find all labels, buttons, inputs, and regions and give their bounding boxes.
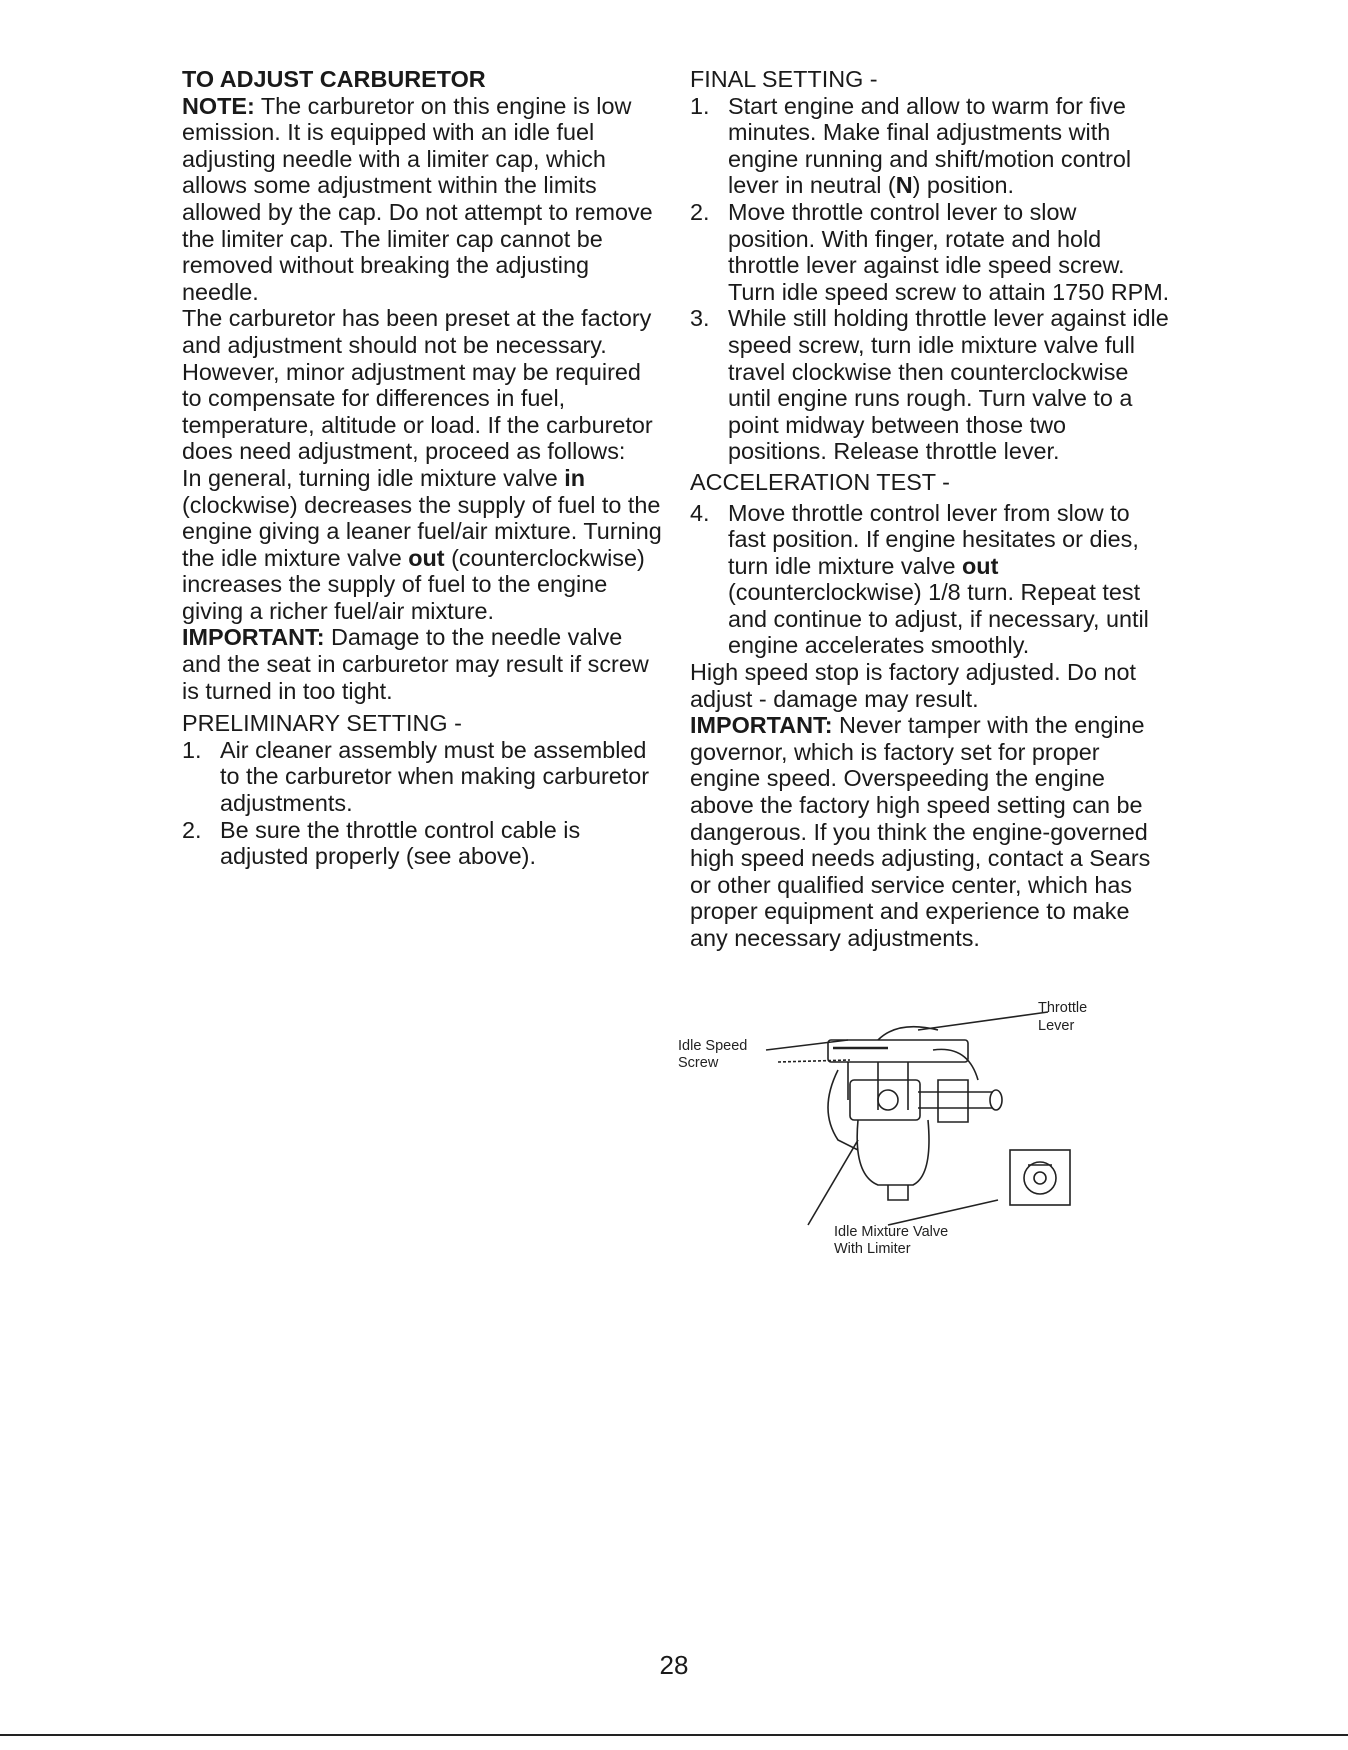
acceleration-heading: ACCELERATION TEST - (690, 468, 950, 495)
mixture-paragraph (182, 465, 662, 625)
idle-speed-label-line1: Idle Speed (678, 1038, 748, 1054)
step-4-text-b: (counterclockwise) 1/8 turn. Repeat test and continue to adjust, if necessary, until engine accelerates smoothly. (728, 579, 1149, 659)
mixture-text-b: (clockwise) decreases the supply of fuel to the engine giving a leaner fuel/air mixture. Turning the idle mixture valve (182, 491, 662, 571)
step-number: 2. (690, 198, 710, 225)
step-2-text: Move throttle control lever to slow position. With finger, rotate and hold throttle lever against idle speed screw. Turn idle speed screw to attain 1750 RPM. (728, 198, 1170, 305)
important-text-left: Damage to the needle valve and the seat in carburetor may result if screw is turned in too tight. (182, 624, 649, 704)
final-step-3 (690, 305, 1170, 465)
important-label-left: IMPORTANT: (182, 624, 325, 651)
high-speed-paragraph: High speed stop is factory adjusted. Do not adjust - damage may result. (690, 659, 1136, 712)
final-setting-heading: FINAL SETTING - (690, 66, 878, 92)
mixture-out: out (408, 544, 445, 571)
step-1-text-a: Start engine and allow to warm for five minutes. Make final adjustments with engine running and shift/motion control lever in neutral ( (728, 92, 1132, 199)
note-text: The carburetor on this engine is low emission. It is equipped with an idle fuel adjusting needle with a limiter cap, which allows some adjustment within the limits allowed by the cap. Do not attempt to remove the limiter cap. The limiter cap cannot be removed without breaking the adjusting needle. (182, 92, 653, 305)
mixture-text-a: In general, turning idle mixture valve (182, 464, 565, 491)
step-number: 1. (690, 92, 710, 119)
important-label-right: IMPORTANT: (690, 712, 833, 739)
important-paragraph-left (182, 624, 662, 704)
step-4-text-a: Move throttle control lever from slow to fast position. If engine hesitates or dies, turn idle mixture valve (728, 499, 1139, 579)
throttle-label-line1: Throttle (1038, 1000, 1088, 1016)
step-4-out: out (962, 552, 999, 579)
neutral-symbol: N (895, 172, 913, 199)
bottom-rule (0, 1734, 1348, 1736)
preliminary-step-1 (182, 737, 662, 817)
final-step-1 (690, 93, 1170, 199)
preset-paragraph: The carburetor has been preset at the factory and adjustment should not be necessary. However, minor adjustment may be required to compensate for differences in fuel, temperature, altitude or load. If the carburetor does need adjustment, proceed as follows: (182, 305, 653, 465)
page-number: 28 (659, 1650, 689, 1680)
carburetor-illustration (738, 1000, 1098, 1260)
mixture-in: in (564, 464, 586, 491)
note-label: NOTE: (182, 92, 255, 119)
step-number: 4. (690, 499, 710, 526)
step-number: 2. (182, 816, 202, 843)
mixture-label-line2: With Limiter (834, 1241, 911, 1257)
throttle-label-line2: Lever (1038, 1018, 1075, 1034)
mixture-text-c: (counterclockwise) increases the supply of fuel to the engine giving a richer fuel/air mixture. (182, 544, 645, 624)
final-step-2 (690, 199, 1170, 305)
right-column (690, 66, 1170, 952)
preliminary-step-text: Be sure the throttle control cable is adjusted properly (see above). (220, 816, 581, 870)
important-text-right: Never tamper with the engine governor, which is factory set for proper engine speed. Overspeeding the engine above the factory high speed setting can be dangerous. If you think the engine-governed high speed needs adjusting, contact a Sears or other qualified service center, which has proper equipment and experience to make any necessary adjustments. (690, 712, 1151, 951)
step-number: 1. (182, 736, 202, 763)
note-paragraph (182, 93, 662, 306)
step-3-text: While still holding throttle lever against idle speed screw, turn idle mixture valve full travel clockwise then counterclockwise until engine runs rough. Turn valve to a point midway between those two positions. Release throttle lever. (728, 305, 1169, 465)
important-paragraph-right (690, 712, 1170, 951)
preliminary-step-text: Air cleaner assembly must be assembled to the carburetor when making carburetor adjustments. (220, 736, 650, 817)
mixture-label-line1: Idle Mixture Valve (834, 1224, 949, 1240)
preliminary-heading: PRELIMINARY SETTING - (182, 710, 462, 737)
step-number: 3. (690, 305, 710, 332)
section-title: TO ADJUST CARBURETOR (182, 66, 486, 92)
left-column (182, 66, 662, 870)
preliminary-list (182, 737, 662, 870)
preliminary-step-2 (182, 817, 662, 870)
carburetor-figure (678, 1000, 1098, 1260)
step-1-text-b: ) position. (912, 172, 1015, 199)
idle-speed-label-line2: Screw (678, 1055, 719, 1071)
acceleration-step-4 (690, 500, 1170, 660)
